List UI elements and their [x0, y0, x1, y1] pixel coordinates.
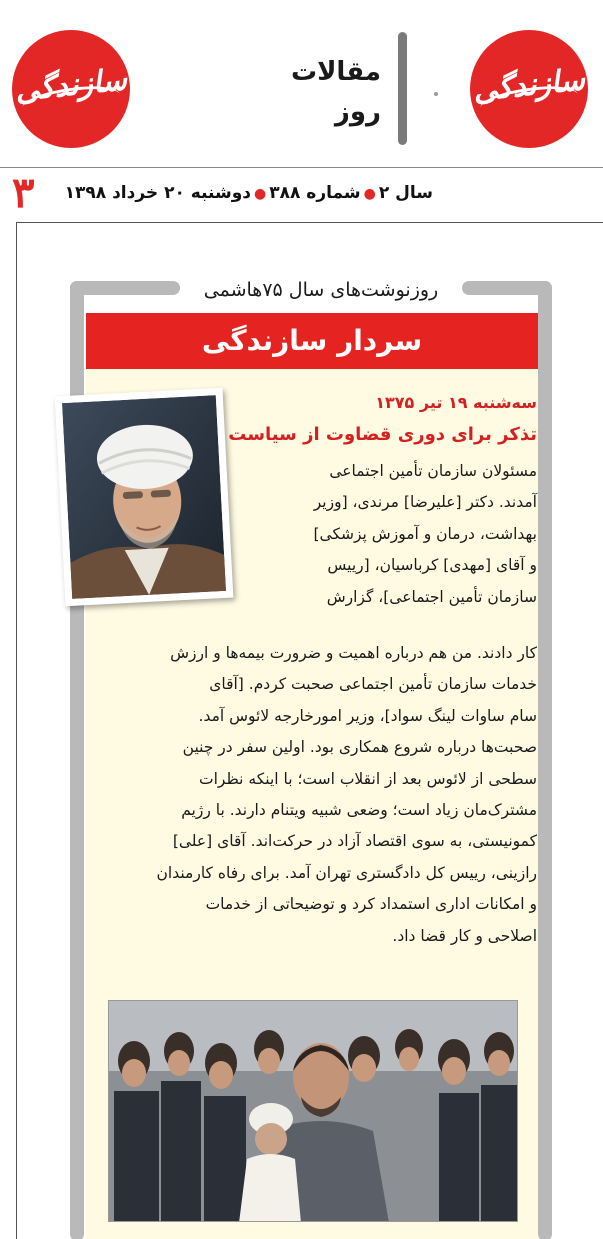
entry-date: سه‌شنبه ۱۹ تیر ۱۳۷۵	[375, 393, 537, 412]
body-line: مشترک‌مان زیاد است؛ وضعی شبیه ویتنام دارند. با رژیم	[181, 801, 537, 820]
body-line: اصلاحی و کار قضا داد.	[392, 926, 537, 945]
section-title-line1: مقالات	[290, 57, 381, 87]
portrait-illustration	[62, 395, 226, 599]
logo-text: سازندگی	[13, 62, 129, 109]
body-line: صحبت‌ها درباره شروع همکاری بود. اولین سفر در چنین	[182, 738, 537, 757]
issue-number: شماره ۳۸۸	[269, 183, 361, 203]
body-line: کمونیستی، به سوی اقتصاد آزاد در حرکت‌اند. آقای [علی]	[172, 832, 537, 851]
meta-bullet: ●	[363, 186, 376, 202]
column-banner	[86, 313, 538, 369]
body-line: بهداشت، درمان و آموزش پزشکی]	[313, 524, 537, 543]
column-frame-right	[538, 281, 552, 1239]
issue-meta	[65, 180, 433, 207]
body-line: کار دادند. من هم درباره اهمیت و ضرورت بیمه‌ها و ارزش	[170, 644, 537, 662]
section-title	[261, 52, 381, 132]
header-rule	[0, 167, 603, 168]
column-kicker: روزنوشت‌های سال ۷۵هاشمی	[203, 279, 439, 301]
body-line: سطحی از لائوس بعد از انقلاب است؛ با اینکه نظرات	[199, 769, 537, 788]
portrait-photo	[55, 388, 234, 607]
sazandegi-logo-left	[12, 30, 130, 148]
logo-text: سازندگی	[471, 62, 587, 109]
body-text-full-width	[91, 638, 537, 952]
sazandegi-logo-right	[470, 30, 588, 148]
column-frame-top-right	[462, 281, 552, 295]
section-title-line2: روز	[334, 97, 381, 127]
body-line: مسئولان سازمان تأمین اجتماعی	[329, 462, 537, 480]
header-divider-bar	[398, 32, 407, 145]
header-dot	[434, 92, 438, 96]
archive-photo-illustration	[109, 1001, 518, 1222]
body-line: خدمات سازمان تأمین اجتماعی صحبت کردم. [آقای	[209, 675, 537, 694]
meta-bullet: ●	[254, 186, 267, 202]
page-number: ۳	[12, 168, 35, 217]
body-text-beside-photo	[251, 456, 537, 613]
column-frame-top-left	[70, 281, 180, 295]
body-line: رازینی، رییس کل دادگستری تهران آمد. برای رفاه کارمندان	[156, 863, 537, 882]
body-line: و آقای [مهدی] کرباسیان، [رییس	[327, 556, 537, 575]
body-line: سام ساوات لینگ سواد]، وزیر امورخارجه لائوس آمد.	[198, 706, 537, 725]
entry-headline: تذکر برای دوری قضاوت از سیاست	[228, 424, 537, 445]
issue-date: دوشنبه ۲۰ خرداد ۱۳۹۸	[64, 183, 251, 203]
body-line: آمدند. دکتر [علیرضا] مرندی، [وزیر	[313, 493, 537, 512]
archive-photo	[108, 1000, 518, 1222]
body-line: و امکانات اداری استمداد کرد و توضیحاتی از خدمات	[205, 895, 537, 914]
issue-year: سال ۲	[378, 183, 433, 203]
banner-title: سردار سازندگی	[201, 324, 423, 357]
body-line: سازمان تأمین اجتماعی]، گزارش	[326, 587, 537, 606]
